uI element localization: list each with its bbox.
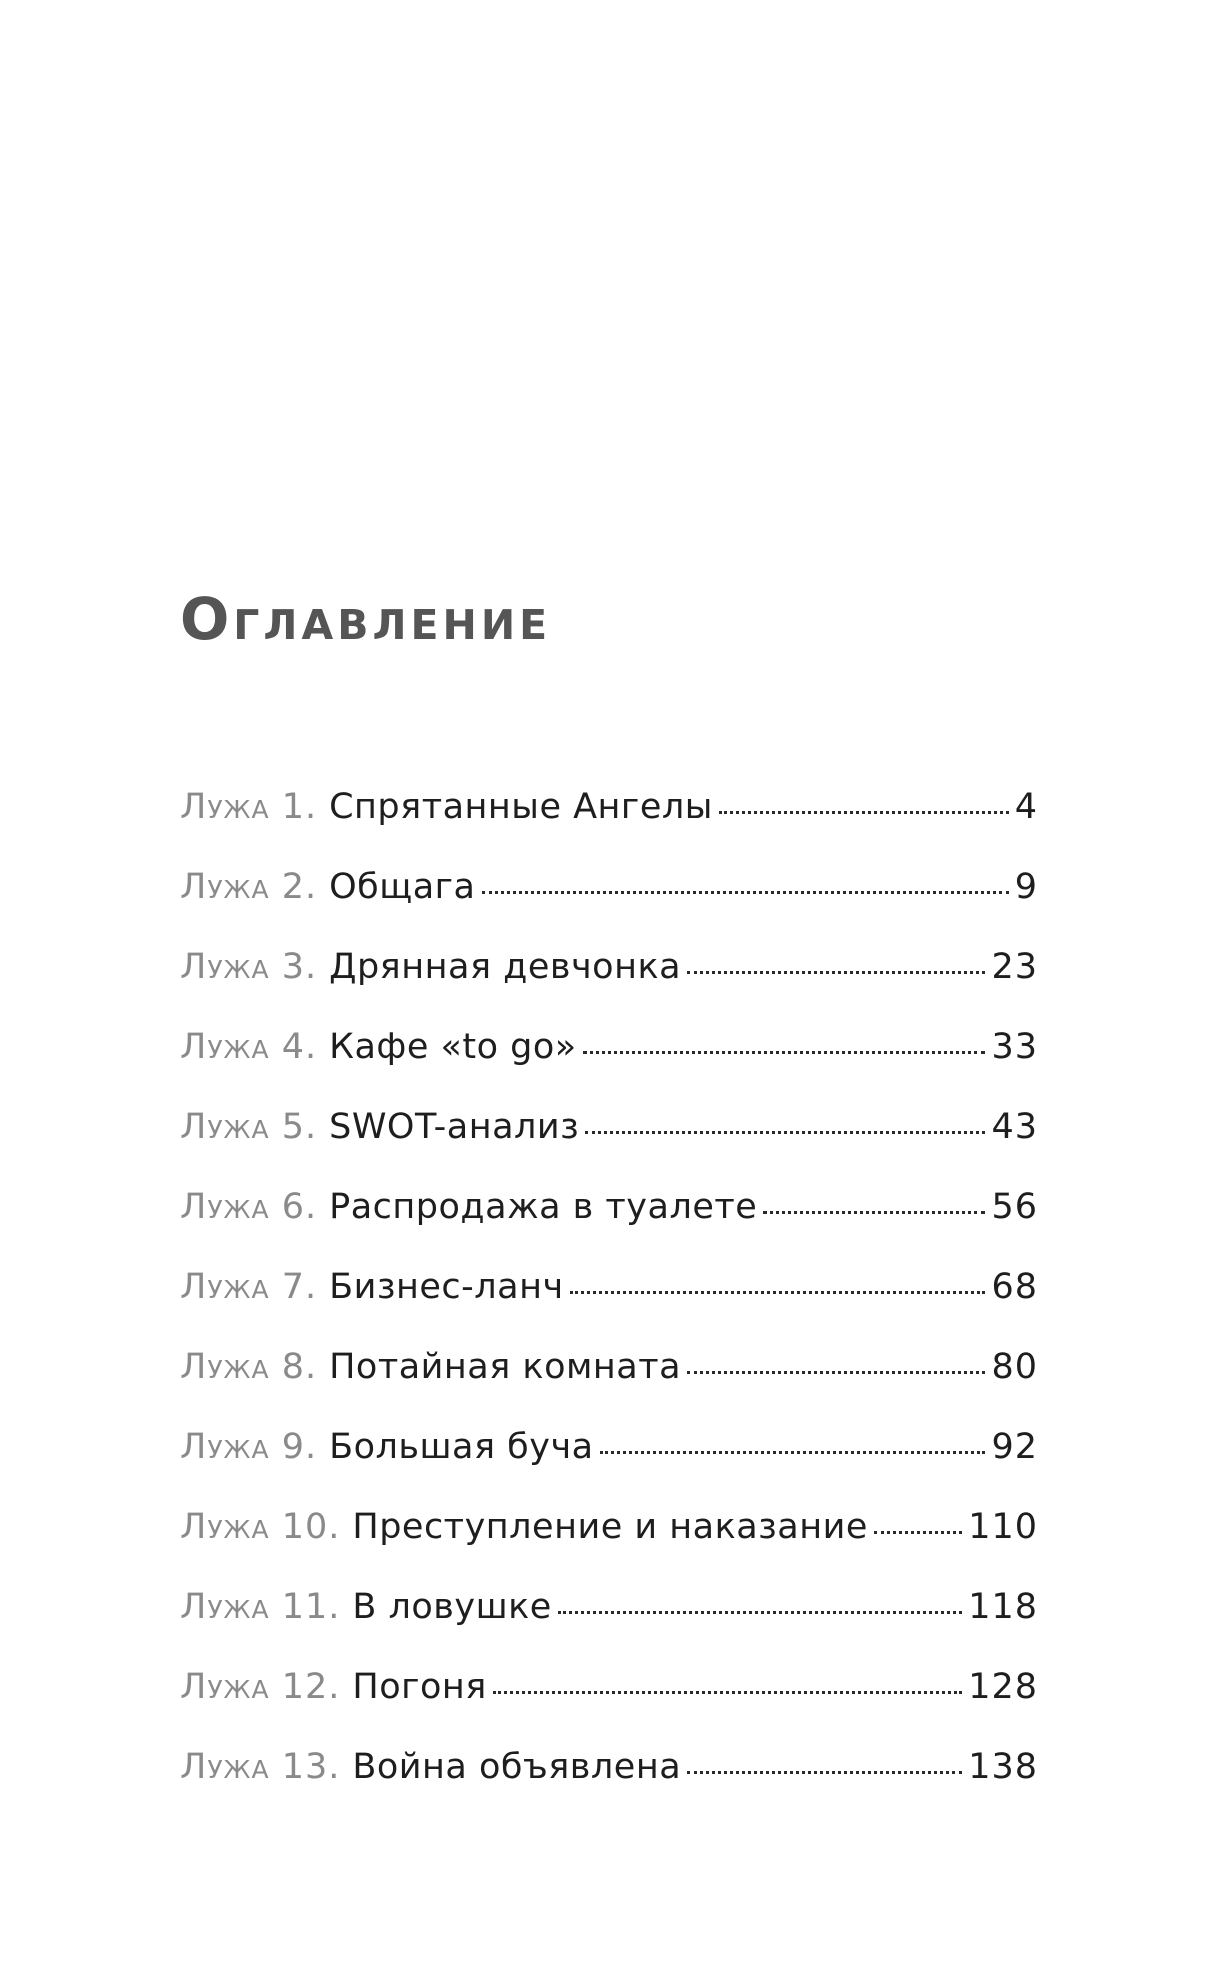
entry-prefix: Лужа 3. — [180, 947, 318, 987]
entry-page-number: 128 — [968, 1667, 1038, 1707]
entry-prefix: Лужа 5. — [180, 1107, 318, 1147]
dot-leader — [482, 891, 1009, 894]
toc-entry-9[interactable] — [180, 1422, 1038, 1502]
entry-prefix: Лужа 11. — [180, 1587, 341, 1627]
dot-leader — [600, 1451, 986, 1454]
entry-prefix: Лужа 6. — [180, 1187, 318, 1227]
entry-title: Потайная комната — [329, 1347, 682, 1387]
toc-entry-2[interactable] — [180, 862, 1038, 942]
entry-title: Бизнес-ланч — [329, 1267, 564, 1307]
entry-prefix: Лужа 4. — [180, 1027, 318, 1067]
entry-page-number: 4 — [1014, 787, 1038, 827]
dot-leader — [687, 971, 985, 974]
entry-page-number: 118 — [968, 1587, 1038, 1627]
entry-page-number: 110 — [968, 1507, 1038, 1547]
entry-title: Распродажа в туалете — [329, 1187, 758, 1227]
toc-entry-11[interactable] — [180, 1582, 1038, 1662]
toc-entry-13[interactable] — [180, 1742, 1038, 1822]
entry-prefix: Лужа 1. — [180, 787, 318, 827]
toc-entry-1[interactable] — [180, 782, 1038, 862]
toc-entry-10[interactable] — [180, 1502, 1038, 1582]
entry-title: Кафе «to go» — [329, 1027, 577, 1067]
toc-entry-4[interactable] — [180, 1022, 1038, 1102]
entry-title: В ловушке — [352, 1587, 552, 1627]
entry-title: Большая буча — [329, 1427, 594, 1467]
entry-page-number: 68 — [991, 1267, 1038, 1307]
toc-entry-7[interactable] — [180, 1262, 1038, 1342]
entry-prefix: Лужа 13. — [180, 1747, 341, 1787]
dot-leader — [558, 1611, 962, 1614]
entry-prefix: Лужа 9. — [180, 1427, 318, 1467]
entry-prefix: Лужа 2. — [180, 867, 318, 907]
entry-title: SWOT-анализ — [329, 1107, 580, 1147]
toc-entry-5[interactable] — [180, 1102, 1038, 1182]
entry-prefix: Лужа 10. — [180, 1507, 341, 1547]
dot-leader — [687, 1371, 985, 1374]
toc-list — [180, 782, 1038, 1822]
dot-leader — [719, 811, 1009, 814]
entry-page-number: 43 — [991, 1107, 1038, 1147]
dot-leader — [874, 1531, 962, 1534]
dot-leader — [570, 1291, 986, 1294]
entry-prefix: Лужа 12. — [180, 1667, 341, 1707]
entry-title: Война объявлена — [352, 1747, 682, 1787]
toc-entry-12[interactable] — [180, 1662, 1038, 1742]
entry-page-number: 92 — [991, 1427, 1038, 1467]
entry-title: Спрятанные Ангелы — [329, 787, 713, 827]
toc-title: Оглавление — [180, 585, 552, 653]
dot-leader — [583, 1051, 986, 1054]
entry-page-number: 56 — [991, 1187, 1038, 1227]
entry-title: Дрянная девчонка — [329, 947, 682, 987]
entry-title: Преступление и наказание — [352, 1507, 868, 1547]
entry-page-number: 9 — [1014, 867, 1038, 907]
entry-page-number: 138 — [968, 1747, 1038, 1787]
toc-entry-3[interactable] — [180, 942, 1038, 1022]
entry-page-number: 33 — [991, 1027, 1038, 1067]
dot-leader — [585, 1131, 985, 1134]
entry-page-number: 23 — [991, 947, 1038, 987]
entry-prefix: Лужа 8. — [180, 1347, 318, 1387]
dot-leader — [493, 1691, 962, 1694]
toc-entry-8[interactable] — [180, 1342, 1038, 1422]
dot-leader — [763, 1211, 985, 1214]
entry-title: Погоня — [352, 1667, 487, 1707]
entry-page-number: 80 — [991, 1347, 1038, 1387]
toc-entry-6[interactable] — [180, 1182, 1038, 1262]
entry-prefix: Лужа 7. — [180, 1267, 318, 1307]
dot-leader — [687, 1771, 962, 1774]
entry-title: Общага — [329, 867, 476, 907]
